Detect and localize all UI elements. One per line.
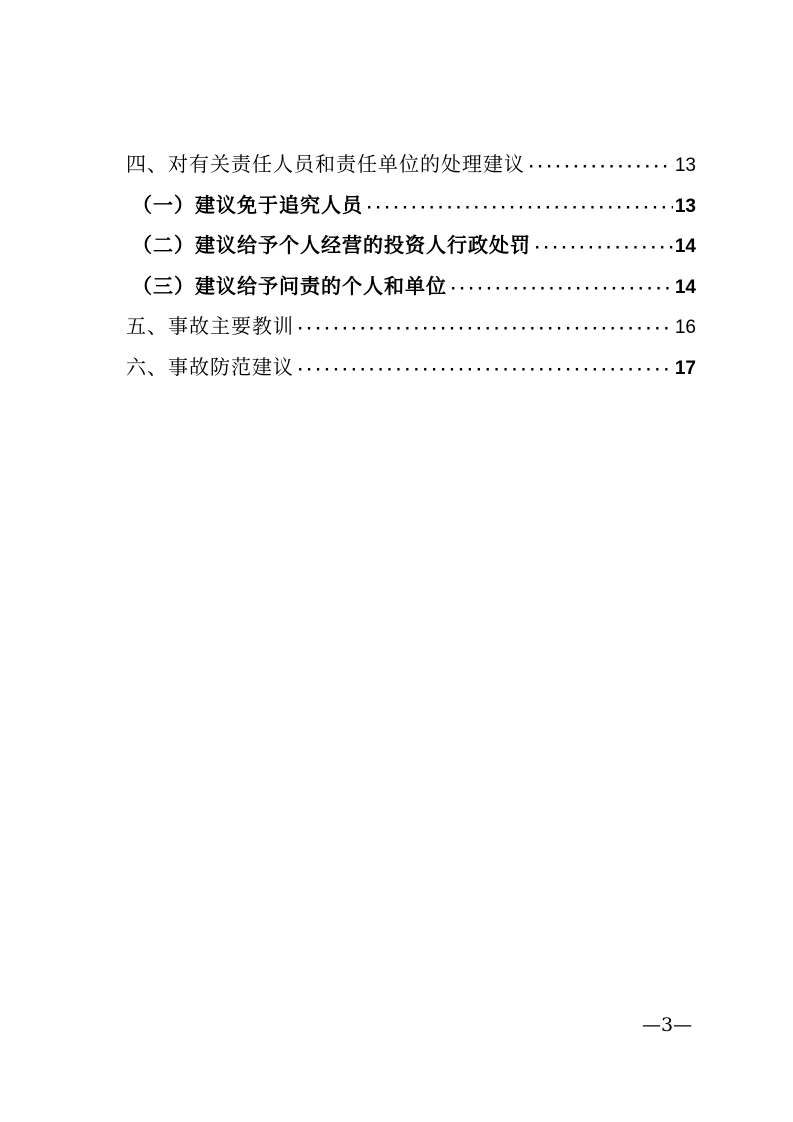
toc-entry-page: 16 [674,317,696,338]
page-number: —3— [642,1014,693,1036]
toc-entry-page: 13 [674,195,696,217]
toc-entry-section-4-2[interactable] [126,229,696,270]
toc-entry-label: （三）建议给予问责的个人和单位 [132,273,447,298]
toc-entry-label: （一）建议免于追究人员 [132,192,363,217]
toc-entry-page: 14 [674,236,696,257]
toc-leader-dots [296,362,673,378]
toc-entry-page: 14 [674,276,696,298]
toc-leader-dots [449,281,673,297]
table-of-contents [126,148,696,391]
toc-entry-page: 17 [674,357,696,379]
toc-entry-label: 四、对有关责任人员和责任单位的处理建议 [126,152,525,176]
toc-entry-section-4-1[interactable] [126,189,696,230]
toc-entry-section-4-3[interactable] [126,270,696,311]
toc-entry-section-5[interactable] [126,310,696,351]
toc-leader-dots [527,159,673,175]
toc-leader-dots [296,321,673,337]
toc-entry-label: （二）建议给予个人经营的投资人行政处罚 [132,233,531,257]
toc-entry-label: 五、事故主要教训 [126,314,294,338]
toc-leader-dots [365,200,673,216]
toc-entry-label: 六、事故防范建议 [126,354,294,379]
toc-leader-dots [533,240,673,256]
toc-entry-section-6[interactable] [126,351,696,392]
toc-entry-page: 13 [674,155,696,176]
toc-entry-section-4[interactable] [126,148,696,189]
